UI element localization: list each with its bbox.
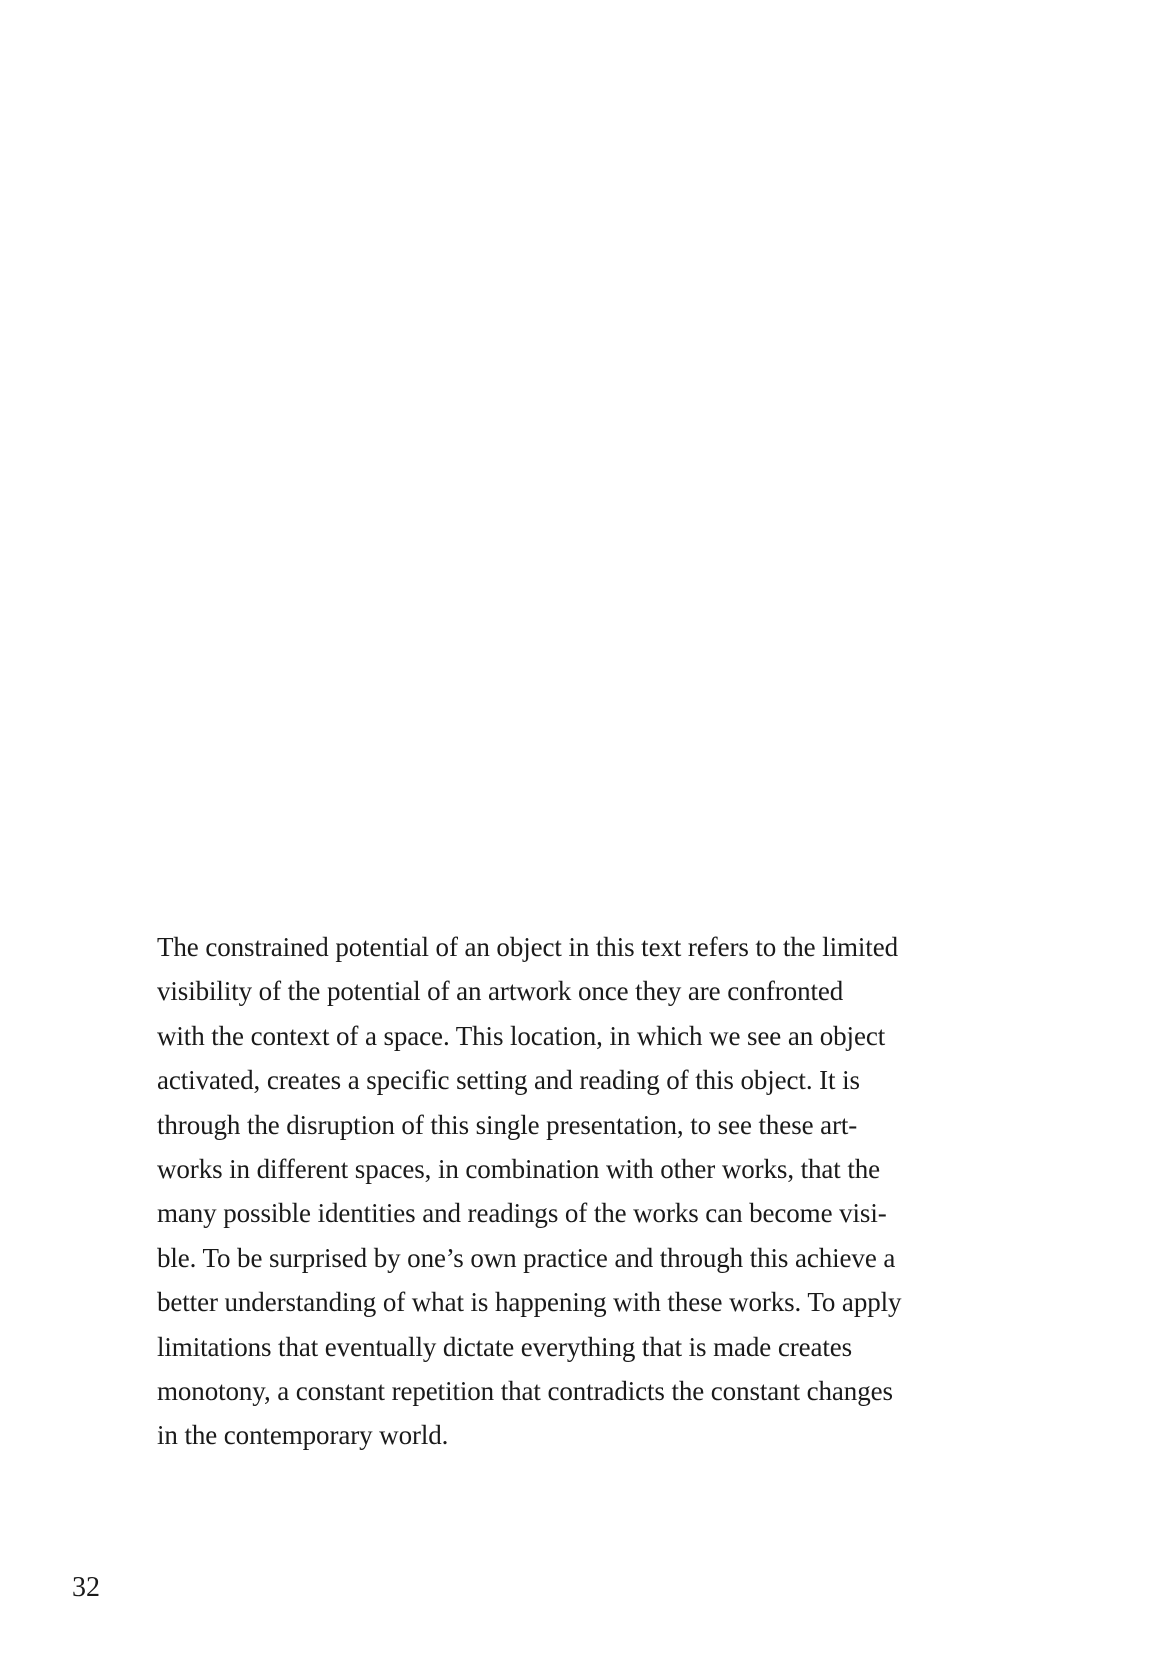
paragraph-line: with the context of a space. This location, in which we see an object — [157, 1020, 886, 1051]
page-number: 32 — [72, 1572, 100, 1603]
paragraph-line: The constrained potential of an object in this text refers to the limited — [157, 932, 898, 962]
paragraph-line: works in different spaces, in combination with other works, that the — [157, 1154, 881, 1185]
paragraph-line: many possible identities and readings of the works can become visi- — [157, 1198, 887, 1229]
paragraph-line: monotony, a constant repetition that contradicts the constant changes — [157, 1376, 893, 1407]
paragraph-line: in the contemporary world. — [157, 1420, 449, 1451]
paragraph-line: ble. To be surprised by one’s own practice and through this achieve a — [157, 1242, 896, 1273]
paragraph-line: visibility of the potential of an artwork once they are confronted — [157, 976, 844, 1007]
paragraph-line: better understanding of what is happening with these works. To apply — [157, 1287, 902, 1318]
paragraph-line: through the disruption of this single presentation, to see these art- — [157, 1109, 858, 1140]
paragraph-line: activated, creates a specific setting and reading of this object. It is — [157, 1065, 860, 1096]
paragraph-line: limitations that eventually dictate everything that is made creates — [157, 1331, 853, 1362]
body-paragraph — [157, 925, 1017, 1458]
